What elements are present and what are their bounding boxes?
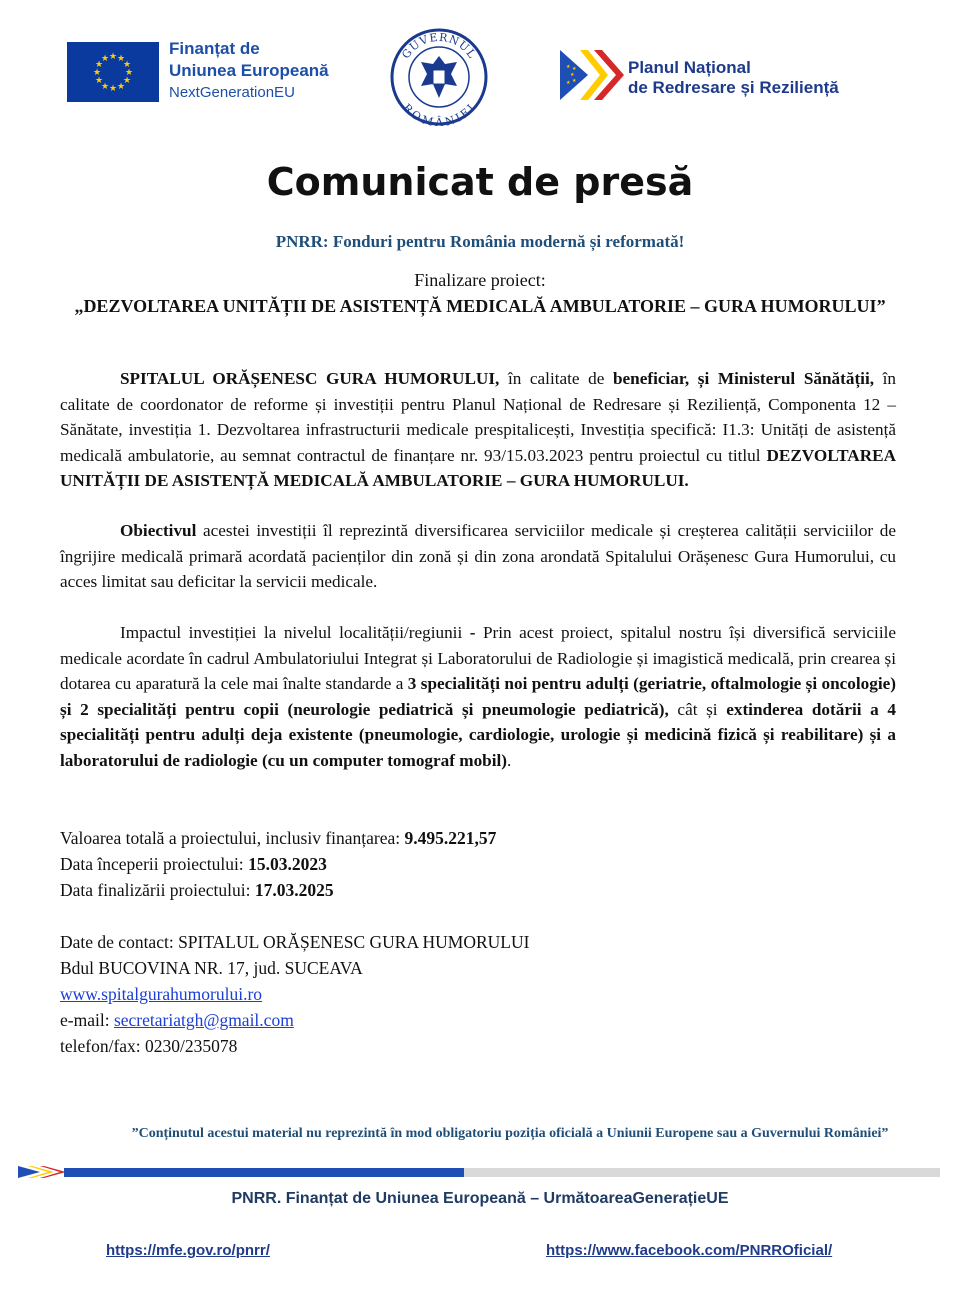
end-date-line xyxy=(60,877,496,903)
disclaimer: ”Conținutul acestui material nu reprezintă în mod obligatoriu poziția oficială a Uniunii Europene sau a Guvernului României” xyxy=(131,1126,889,1141)
pnrr-line2: de Redresare și Reziliență xyxy=(628,78,839,97)
eu-funding-label xyxy=(169,38,329,104)
project-values xyxy=(60,825,496,903)
svg-text:★: ★ xyxy=(94,60,104,70)
p1-text1: în calitate de xyxy=(499,369,613,388)
paragraph-objective xyxy=(60,518,896,595)
total-value-label: Valoarea totală a proiectului, inclusiv finanțarea: xyxy=(60,828,405,848)
svg-text:★: ★ xyxy=(566,64,571,70)
p2-text1: acestei investiții îl reprezintă diversificarea serviciilor medicale și creșterea calității serviciilor de îngrijire medicală primară acordată pacienților din zonă și din zona arondată Spitalului Orășenesc Gura Humorului, cu acces limitat sau deficitar la servicii medicale. xyxy=(60,521,896,591)
total-value-line xyxy=(60,825,496,851)
p3-text1: Impactul investiției la nivelul localității/regiunii xyxy=(120,623,470,642)
eu-stars-icon xyxy=(67,42,159,102)
svg-text:★: ★ xyxy=(122,76,132,86)
finalizare-label: Finalizare proiect: xyxy=(414,270,546,290)
p3-text4: . xyxy=(507,750,512,770)
footer-divider xyxy=(18,1166,940,1178)
end-date: 17.03.2025 xyxy=(254,880,334,900)
svg-text:★: ★ xyxy=(94,76,104,86)
eu-line2: Uniunea Europeană xyxy=(169,61,329,80)
start-date-line xyxy=(60,851,496,877)
mfe-link[interactable]: https://mfe.gov.ro/pnrr/ xyxy=(106,1242,270,1259)
end-date-label: Data finalizării proiectului: xyxy=(60,880,255,900)
paragraph-beneficiary xyxy=(60,366,896,494)
eu-flag-logo xyxy=(67,42,159,102)
start-date: 15.03.2023 xyxy=(248,854,327,874)
svg-text:★: ★ xyxy=(100,82,110,92)
website-link[interactable]: www.spitalgurahumorului.ro xyxy=(60,984,263,1004)
eu-line3: NextGenerationEU xyxy=(169,84,295,101)
footer-text: PNRR. Finanțat de Uniunea Europeană – UrmătoareaGenerațieUE xyxy=(231,1190,729,1207)
project-title: „DEZVOLTAREA UNITĂȚII DE ASISTENȚĂ MEDICALĂ AMBULATORIE – GURA HUMORULUI” xyxy=(74,296,886,316)
email-link[interactable]: secretariatgh@gmail.com xyxy=(113,1010,294,1030)
p1-bold1: SPITALUL ORĂȘENESC GURA HUMORULUI, xyxy=(120,369,500,388)
facebook-link[interactable]: https://www.facebook.com/PNRROficial/ xyxy=(546,1242,833,1259)
paragraph-impact xyxy=(60,620,896,773)
p3-bold2: 3 specialități noi pentru adulți (geriatrie, oftalmologie și oncologie) și 2 specialități pentru copii (neurologie pediatrică și pneumologie pediatrică), xyxy=(60,674,896,719)
seal-bottom-text: ROMÂNIEI xyxy=(400,101,479,126)
seal-top-text: GUVERNUL xyxy=(399,30,479,62)
svg-text:★: ★ xyxy=(570,72,575,78)
page-title: Comunicat de presă xyxy=(266,160,694,204)
p3-bold3: extinderea dotării a 4 specialități pentru adulți deja existente (pneumologie, cardiologie, urologie și medicină fizică și reabilitare) și a laboratorului de radiologie (cu un computer tomograf mobil) xyxy=(60,699,896,770)
svg-text:★: ★ xyxy=(108,52,118,62)
government-seal-logo xyxy=(387,28,491,126)
pnrr-label xyxy=(628,58,839,98)
svg-text:★: ★ xyxy=(100,54,110,64)
svg-text:★: ★ xyxy=(572,66,577,72)
svg-text:★: ★ xyxy=(116,82,126,92)
svg-text:★: ★ xyxy=(566,80,571,86)
contact-name: Date de contact: SPITALUL ORĂȘENESC GURA HUMORULUI xyxy=(60,932,530,952)
start-date-label: Data începerii proiectului: xyxy=(60,854,249,874)
p1-bold2: beneficiar, și Ministerul Sănătății, xyxy=(612,369,875,388)
svg-text:★: ★ xyxy=(92,68,102,78)
subtitle: PNRR: Fonduri pentru România modernă și reformată! xyxy=(275,232,685,251)
pnrr-line1: Planul Național xyxy=(628,58,751,77)
p3-text2: Prin acest proiect, spitalul nostru își diversifică serviciile medicale acordate în cadrul Ambulatoriului Integrat și Laboratorului de Radiologie și imagistică medicală, prin crearea și dotarea cu aparatură la cele mai înalte standarde a xyxy=(60,623,896,693)
eu-line1: Finanțat de xyxy=(169,39,260,58)
p1-text2: în calitate de coordonator de reforme și investiții pentru Planul Național de Redresare și Reziliență, Componenta 12 – Sănătate, investiția 1. Dezvoltarea infrastructurii medicale prespitalicești, Investiția specifică: I1.3: Unități de asistență medicală ambulatorie, au semnat contractul de finanțare nr. 93/15.03.2023 pentru proiectul cu titlul xyxy=(60,369,896,465)
p3-bold1: - xyxy=(469,623,476,642)
p2-bold1: Obiectivul xyxy=(120,521,197,540)
pnrr-logo xyxy=(560,50,624,100)
svg-text:★: ★ xyxy=(572,78,577,84)
p1-bold3: DEZVOLTAREA UNITĂȚII DE ASISTENȚĂ MEDICALĂ AMBULATORIE – GURA HUMORULUI. xyxy=(60,445,896,490)
total-value: 9.495.221,57 xyxy=(404,828,497,848)
contact-block xyxy=(60,929,529,1059)
email-label: e-mail: xyxy=(60,1010,114,1030)
p3-text3: cât și xyxy=(668,699,727,719)
svg-text:★: ★ xyxy=(122,60,132,70)
svg-text:★: ★ xyxy=(108,84,118,94)
contact-address: Bdul BUCOVINA NR. 17, jud. SUCEAVA xyxy=(60,958,363,978)
svg-text:★: ★ xyxy=(124,68,134,78)
svg-text:★: ★ xyxy=(116,54,126,64)
contact-phone: telefon/fax: 0230/235078 xyxy=(60,1036,238,1056)
